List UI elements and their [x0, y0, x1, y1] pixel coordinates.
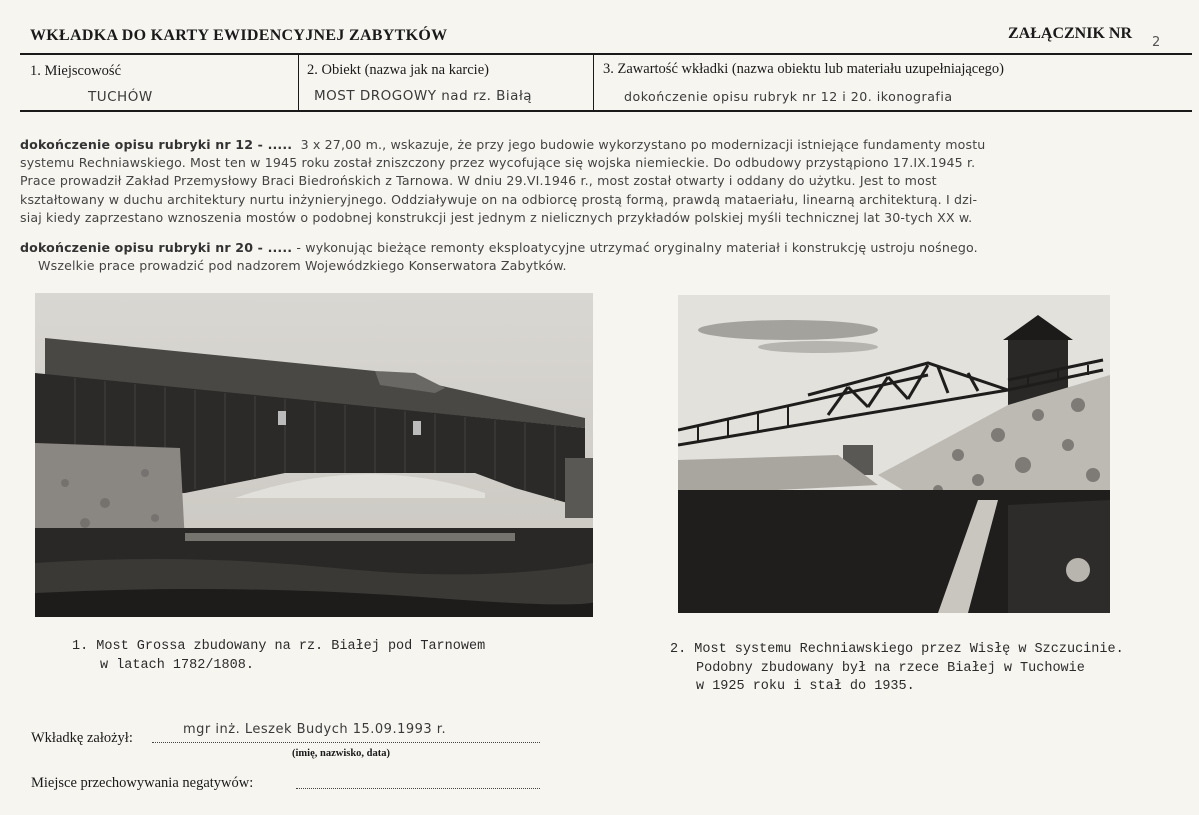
paragraph-12-line: systemu Rechniawskiego. Most ten w 1945 roku został zniszczony przez wycofujące się wojska niemieckie. Do odbudowy przystąpiono 17.IX.1945 r.	[20, 155, 976, 171]
caption-line: Podobny zbudowany był na rzece Białej w Tuchowie	[696, 660, 1085, 676]
caption-line: 2. Most systemu Rechniawskiego przez Wisłę w Szczucinie.	[670, 642, 1124, 657]
paragraph-12-heading: dokończenie opisu rubryki nr 12 - .....	[20, 137, 293, 152]
caption-photo-2	[670, 641, 1124, 697]
negatives-location-label: Miejsce przechowywania negatywów:	[31, 775, 254, 791]
paragraph-12-line: kształtowany w duchu architektury nurtu inżynieryjnego. Oddziaływuje on na odbiorcę prostą formą, prawdą mataeriału, linearną architekturą. I dzi-	[20, 191, 978, 207]
caption-photo-1	[72, 638, 485, 675]
negatives-location-line	[296, 788, 540, 789]
created-by-value: mgr inż. Leszek Budych 15.09.1993 r.	[183, 722, 447, 737]
form-title: WKŁADKA DO KARTY EWIDENCYJNEJ ZABYTKÓW	[30, 27, 448, 44]
created-by-label: Wkładkę założył:	[31, 730, 133, 746]
paragraph-20-line: - wykonując bieżące remonty eksploatycyjne utrzymać oryginalny materiał i konstrukcję ustroju nośnego.	[296, 240, 978, 255]
annex-number: 2	[1152, 35, 1161, 50]
paragraph-12-line: siaj kiedy zaprzestano wznoszenia mostów o podobnej konstrukcji jest jednym z nielicznych przykładów polskiej myśli technicznej lat 30-tych XX w.	[20, 209, 973, 225]
caption-line: w latach 1782/1808.	[100, 657, 254, 673]
paragraph-12-line: 3 x 27,00 m., wskazuje, że przy jego budowie wykorzystano po modernizacji istniejące fundamenty mostu	[300, 137, 986, 152]
paragraph-20-line: Wszelkie prace prowadzić pod nadzorem Wojewódzkiego Konserwatora Zabytków.	[38, 258, 567, 274]
paragraph-20	[20, 239, 978, 275]
paragraph-12	[20, 136, 985, 227]
field-1-label: 1. Miejscowość	[30, 63, 122, 79]
paragraph-20-heading: dokończenie opisu rubryki nr 20 - .....	[20, 240, 293, 255]
table-divider-1	[298, 53, 299, 111]
photo-covered-bridge	[35, 293, 593, 617]
created-by-line	[152, 742, 540, 743]
created-by-hint: (imię, nazwisko, data)	[292, 748, 390, 759]
field-3-label: 3. Zawartość wkładki (nazwa obiektu lub materiału uzupełniającego)	[603, 61, 1005, 77]
annex-label: ZAŁĄCZNIK NR	[1008, 25, 1133, 42]
photo-truss-bridge	[678, 295, 1110, 613]
paragraph-12-line: Prace prowadził Zakład Przemysłowy Braci Biedrońskich z Tarnowa. W dniu 29.VI.1946 r., most został otwarty i oddany do użytku. Jest to most	[20, 173, 937, 189]
caption-line: 1. Most Grossa zbudowany na rz. Białej pod Tarnowem	[72, 639, 486, 654]
table-divider-2	[593, 53, 594, 111]
caption-line: w 1925 roku i stał do 1935.	[696, 679, 915, 694]
field-1-value: TUCHÓW	[88, 89, 153, 105]
table-top-line	[20, 53, 1192, 55]
field-3-value: dokończenie opisu rubryk nr 12 i 20. ikonografia	[624, 89, 953, 104]
field-2-value: MOST DROGOWY nad rz. Białą	[314, 88, 533, 104]
field-2-label: 2. Obiekt (nazwa jak na karcie)	[307, 62, 489, 78]
table-bottom-line	[20, 110, 1192, 112]
